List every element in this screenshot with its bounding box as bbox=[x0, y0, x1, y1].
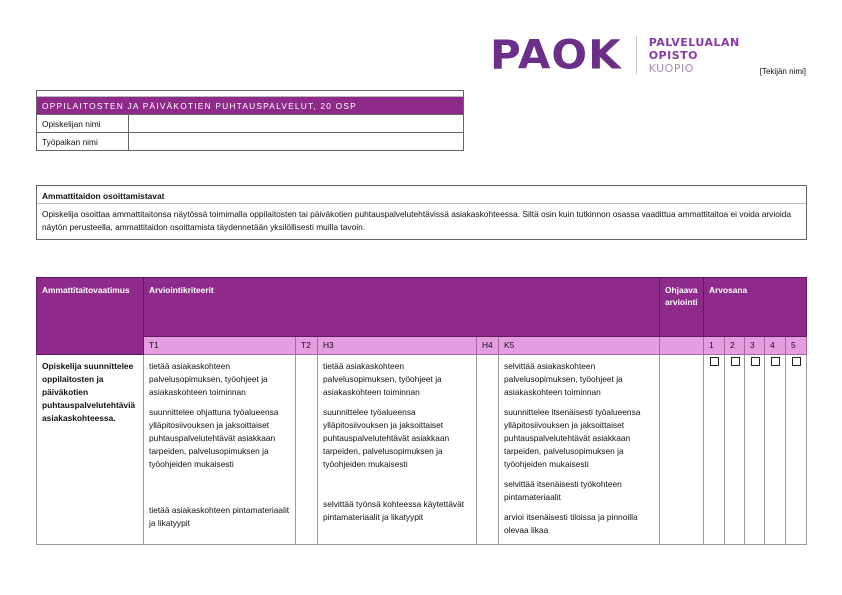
criteria-item: suunnittelee työalueensa ylläpitosiivouksen ja jaksoittaiset puhtauspalvelutehtävät asiakkaan tarpeiden, palvelusopimuksen ja työohjeiden mukaisesti bbox=[323, 407, 450, 469]
logo-mark: PAOK bbox=[490, 31, 622, 78]
logo-divider bbox=[636, 36, 637, 74]
criteria-item: tietää asiakaskohteen palvelusopimuksen, työohjeet ja asiakaskohteen toiminnan bbox=[323, 361, 442, 397]
grade-5-checkbox[interactable] bbox=[792, 357, 801, 366]
logo-line-1: PALVELUALAN bbox=[648, 35, 740, 49]
criteria-item: suunnittelee itsenäisesti työalueensa ylläpitosiivouksen ja jaksoittaiset puhtauspalvelutehtävät asiakkaan tarpeiden, palvelusopimuksen ja työohjeiden mukaisesti bbox=[504, 407, 641, 469]
student-name-label: Opiskelijan nimi bbox=[37, 115, 129, 132]
grade-cell-3 bbox=[745, 355, 765, 545]
criteria-h3 bbox=[318, 355, 477, 545]
demonstration-methods-box bbox=[36, 185, 807, 240]
level-t2: T2 bbox=[296, 337, 318, 355]
workplace-name-label: Työpaikan nimi bbox=[37, 133, 129, 150]
grade-3-checkbox[interactable] bbox=[751, 357, 760, 366]
grade-4-checkbox[interactable] bbox=[771, 357, 780, 366]
spacer bbox=[323, 478, 471, 498]
grade-2-checkbox[interactable] bbox=[731, 357, 740, 366]
author-field[interactable]: [Tekijän nimi] bbox=[759, 67, 806, 76]
grade-cell-1 bbox=[704, 355, 725, 545]
spacer bbox=[149, 478, 290, 504]
criteria-item: arvioi itsenäisesti tiloissa ja pinnoilla olevaa likaa bbox=[504, 512, 638, 535]
grade-header: Arvosana bbox=[704, 278, 807, 337]
guided-assessment-header: Ohjaava arviointi bbox=[660, 278, 704, 337]
paok-logo bbox=[490, 31, 740, 78]
logo-wordmark bbox=[649, 36, 740, 75]
grade-cell-2 bbox=[725, 355, 745, 545]
level-row bbox=[37, 337, 807, 355]
criteria-item: selvittää asiakaskohteen palvelusopimuksen, työohjeet ja asiakaskohteen toiminnan bbox=[504, 361, 623, 397]
guided-level-blank bbox=[660, 337, 704, 355]
level-h4: H4 bbox=[477, 337, 499, 355]
workplace-name-field[interactable] bbox=[129, 133, 463, 150]
criteria-header: Arviointikriteerit bbox=[144, 278, 660, 337]
criteria-k5 bbox=[499, 355, 660, 545]
qualification-info-table bbox=[36, 90, 464, 151]
grade-label-5: 5 bbox=[786, 337, 807, 355]
criteria-item: suunnittelee ohjattuna työalueensa ylläpitosiivouksen ja jaksoittaiset puhtauspalvelutehtävät asiakkaan tarpeiden, palvelusopimuksen ja työohjeiden mukaisesti bbox=[149, 407, 279, 469]
criteria-item: tietää asiakaskohteen pintamateriaalit ja likatyypit bbox=[149, 505, 290, 528]
grade-label-3: 3 bbox=[745, 337, 765, 355]
grade-label-4: 4 bbox=[765, 337, 786, 355]
logo-line-3: KUOPIO bbox=[648, 61, 694, 75]
methods-text: Opiskelija osoittaa ammattitaitonsa näytössä toimimalla oppilaitosten tai päiväkotien puhtauspalvelutehtävissä asiakaskohteessa. Siltä osin kuin tutkinnon osassa vaadittua ammattitaitoa ei voida arvioida näytön perusteella, ammattitaidon osoittamista täydennetään yksilöllisesti muilla tavoin. bbox=[42, 209, 792, 232]
requirement-text: Opiskelija suunnittelee oppilaitosten ja päiväkotien puhtauspalvelutehtäviä asiakaskohteessa. bbox=[37, 355, 144, 545]
student-name-field[interactable] bbox=[129, 115, 463, 132]
requirement-header: Ammattitaitovaatimus bbox=[37, 278, 144, 355]
level-h3: H3 bbox=[318, 337, 477, 355]
methods-heading: Ammattitaidon osoittamistavat bbox=[37, 186, 806, 204]
header-row bbox=[37, 278, 807, 337]
grade-label-2: 2 bbox=[725, 337, 745, 355]
criteria-t1 bbox=[144, 355, 296, 545]
workplace-name-row bbox=[37, 133, 463, 150]
criteria-item: selvittää työnsä kohteessa käytettävät pintamateriaalit ja likatyypit bbox=[323, 499, 465, 522]
grade-cell-4 bbox=[765, 355, 786, 545]
logo-line-2: OPISTO bbox=[648, 48, 698, 62]
grade-cell-5 bbox=[786, 355, 807, 545]
criteria-t2 bbox=[296, 355, 318, 545]
table-row bbox=[37, 355, 807, 545]
level-t1: T1 bbox=[144, 337, 296, 355]
qualification-title: OPPILAITOSTEN JA PÄIVÄKOTIEN PUHTAUSPALVELUT, 20 OSP bbox=[37, 97, 463, 115]
grade-label-1: 1 bbox=[704, 337, 725, 355]
grade-1-checkbox[interactable] bbox=[710, 357, 719, 366]
criteria-h4 bbox=[477, 355, 499, 545]
guided-assessment-cell[interactable] bbox=[660, 355, 704, 545]
criteria-item: tietää asiakaskohteen palvelusopimuksen, työohjeet ja asiakaskohteen toiminnan bbox=[149, 361, 268, 397]
student-name-row bbox=[37, 115, 463, 133]
criteria-item: selvittää itsenäisesti työkohteen pintamateriaalit bbox=[504, 479, 622, 502]
assessment-table bbox=[36, 277, 807, 545]
level-k5: K5 bbox=[499, 337, 660, 355]
